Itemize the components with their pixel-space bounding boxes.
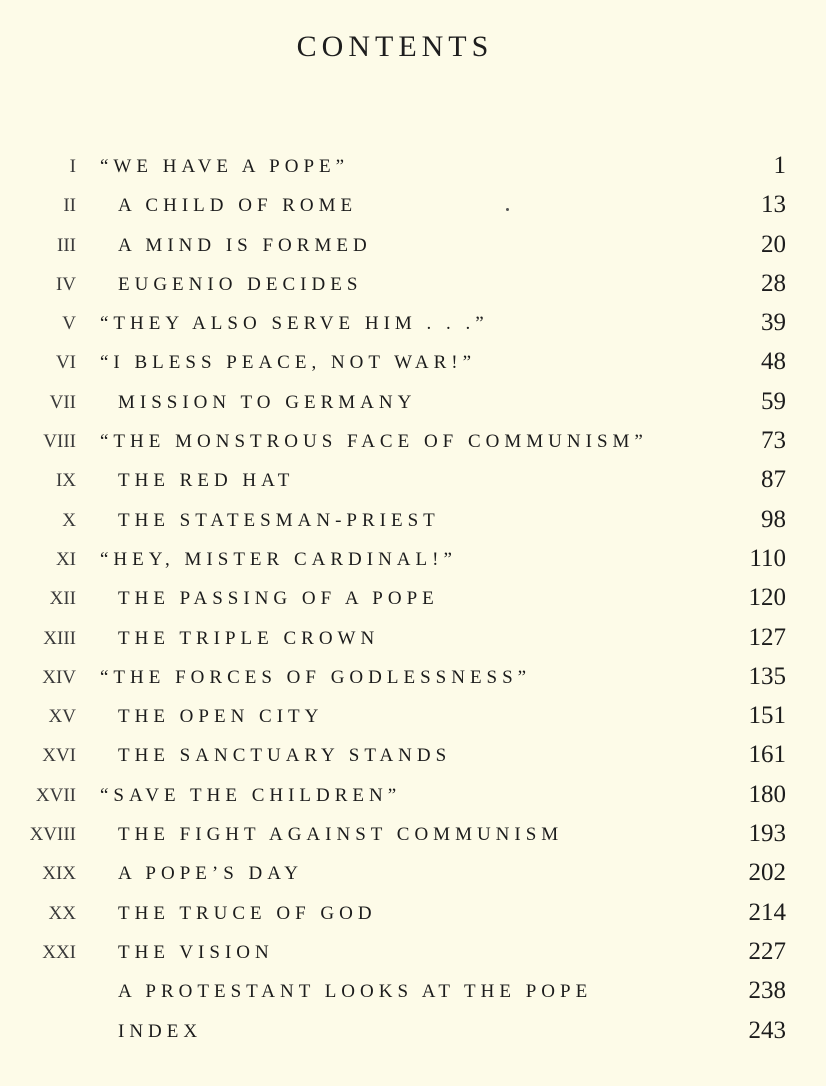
page-number: 227: [748, 937, 786, 965]
page-title: CONTENTS: [296, 30, 494, 63]
page-number: 48: [761, 348, 786, 376]
toc-entry[interactable]: [0, 229, 826, 268]
table-of-contents: [0, 150, 826, 1054]
chapter-number: XII: [49, 588, 76, 610]
chapter-title[interactable]: THE OPEN CITY: [118, 706, 324, 728]
page-number: 238: [748, 977, 786, 1005]
toc-entry[interactable]: [0, 818, 826, 857]
toc-entry[interactable]: [0, 582, 826, 621]
toc-entry[interactable]: [0, 975, 826, 1014]
toc-entry[interactable]: [0, 622, 826, 661]
toc-entry[interactable]: [0, 268, 826, 307]
chapter-title[interactable]: “HEY, MISTER CARDINAL!”: [100, 548, 457, 570]
toc-entry[interactable]: [0, 897, 826, 936]
toc-entry[interactable]: [0, 857, 826, 896]
toc-entry[interactable]: [0, 464, 826, 503]
chapter-title[interactable]: INDEX: [118, 1020, 203, 1042]
toc-entry[interactable]: [0, 150, 826, 189]
page-number: 73: [761, 427, 786, 455]
toc-entry[interactable]: [0, 543, 826, 582]
toc-entry[interactable]: [0, 346, 826, 385]
page-number: 110: [749, 544, 786, 572]
chapter-number: XVII: [35, 784, 76, 806]
chapter-number: XV: [48, 706, 76, 728]
chapter-title[interactable]: “SAVE THE CHILDREN”: [100, 784, 402, 806]
page-number: 1: [773, 152, 786, 179]
page-number: 39: [761, 309, 786, 337]
chapter-number: II: [63, 195, 76, 217]
chapter-number: XX: [48, 902, 76, 924]
chapter-title[interactable]: A POPE’S DAY: [118, 863, 303, 885]
chapter-number: XIV: [42, 666, 76, 688]
chapter-title[interactable]: “WE HAVE A POPE”: [100, 156, 350, 177]
toc-entry[interactable]: [0, 700, 826, 739]
chapter-number: X: [62, 509, 76, 531]
page-number: 161: [748, 741, 786, 769]
page-number: 151: [748, 702, 786, 730]
chapter-title[interactable]: THE SANCTUARY STANDS: [118, 745, 452, 767]
chapter-number: XIII: [43, 627, 76, 649]
chapter-number: XVI: [42, 745, 76, 767]
chapter-title[interactable]: THE STATESMAN-PRIEST: [118, 509, 440, 531]
chapter-number: XIX: [42, 863, 76, 885]
page-number: 87: [761, 466, 786, 494]
toc-entry[interactable]: [0, 936, 826, 975]
chapter-title[interactable]: “THEY ALSO SERVE HIM . . .”: [100, 313, 489, 335]
chapter-number: VII: [49, 391, 76, 413]
chapter-title[interactable]: THE TRIPLE CROWN: [118, 627, 380, 649]
chapter-number: XVIII: [29, 824, 76, 846]
page-number: 135: [748, 662, 786, 690]
chapter-title[interactable]: A CHILD OF ROME: [118, 195, 358, 217]
toc-entry[interactable]: [0, 661, 826, 700]
toc-entry[interactable]: [0, 739, 826, 778]
page-number: 98: [761, 505, 786, 533]
chapter-number: III: [57, 234, 76, 256]
chapter-number: XI: [55, 548, 76, 570]
page-number: 127: [748, 623, 786, 651]
toc-entry[interactable]: [0, 1015, 826, 1054]
chapter-title[interactable]: “I BLESS PEACE, NOT WAR!”: [100, 352, 477, 374]
page-number: 214: [748, 898, 786, 926]
chapter-title[interactable]: “THE FORCES OF GODLESSNESS”: [100, 666, 532, 688]
chapter-title[interactable]: THE TRUCE OF GOD: [118, 902, 377, 924]
paper-speck: [506, 208, 509, 211]
chapter-number: I: [69, 156, 76, 177]
toc-entry[interactable]: [0, 386, 826, 425]
chapter-title[interactable]: THE VISION: [118, 941, 274, 963]
page-number: 13: [761, 191, 786, 219]
chapter-title[interactable]: A MIND IS FORMED: [118, 234, 372, 256]
chapter-number: VIII: [43, 431, 76, 453]
chapter-title[interactable]: THE FIGHT AGAINST COMMUNISM: [118, 824, 564, 846]
chapter-number: IV: [55, 273, 76, 295]
page-number: 193: [748, 820, 786, 848]
chapter-title[interactable]: EUGENIO DECIDES: [118, 273, 363, 295]
page-number: 120: [748, 584, 786, 612]
page-number: 59: [761, 387, 786, 415]
chapter-number: V: [62, 313, 76, 335]
toc-entry[interactable]: [0, 425, 826, 464]
chapter-title[interactable]: THE PASSING OF A POPE: [118, 588, 439, 610]
chapter-number: VI: [55, 352, 76, 374]
chapter-number: XXI: [42, 941, 76, 963]
page-number: 20: [761, 230, 786, 258]
chapter-title[interactable]: MISSION TO GERMANY: [118, 391, 417, 413]
page-number: 28: [761, 269, 786, 297]
chapter-title[interactable]: A PROTESTANT LOOKS AT THE POPE: [118, 981, 593, 1003]
chapter-number: IX: [55, 470, 76, 492]
toc-entry[interactable]: [0, 504, 826, 543]
chapter-title[interactable]: “THE MONSTROUS FACE OF COMMUNISM”: [100, 431, 648, 453]
page-number: 243: [748, 1016, 786, 1044]
chapter-title[interactable]: THE RED HAT: [118, 470, 295, 492]
toc-entry[interactable]: [0, 307, 826, 346]
toc-entry[interactable]: [0, 779, 826, 818]
page-number: 202: [748, 859, 786, 887]
toc-entry[interactable]: [0, 189, 826, 228]
page-number: 180: [748, 780, 786, 808]
